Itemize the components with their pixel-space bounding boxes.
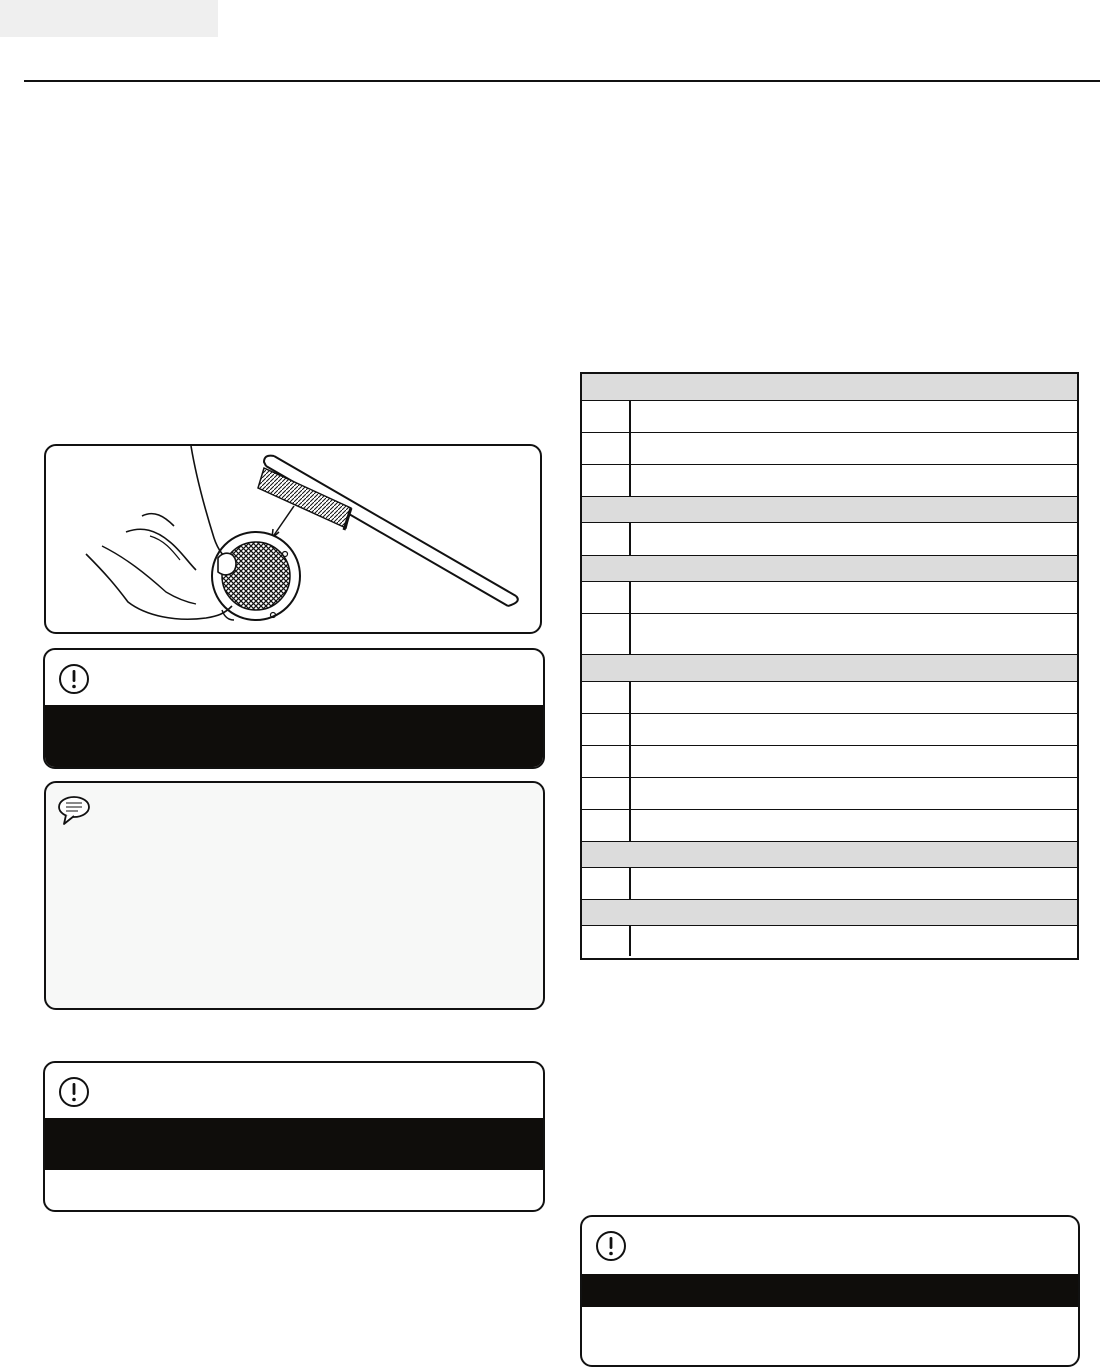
table-row <box>582 778 1077 810</box>
header-tab-block <box>0 0 218 37</box>
table-row <box>582 746 1077 778</box>
row-number-cell <box>582 582 631 613</box>
table-section-row <box>582 900 1077 926</box>
exclamation-circle-icon <box>594 1229 628 1263</box>
row-number-cell <box>582 778 631 809</box>
hand-brush-filter-illustration <box>46 446 542 634</box>
table-row <box>582 582 1077 614</box>
row-number-cell <box>582 682 631 713</box>
table-section-row <box>582 374 1077 401</box>
caution-band <box>582 1274 1078 1307</box>
header-rule <box>24 80 1100 82</box>
table-row <box>582 523 1077 556</box>
row-number-cell <box>582 523 631 555</box>
row-number-cell <box>582 868 631 899</box>
caution-box-2 <box>43 1061 545 1212</box>
caution-box-1 <box>43 648 545 769</box>
table-section-row <box>582 842 1077 868</box>
exclamation-circle-icon <box>57 1075 91 1109</box>
spec-table <box>580 372 1079 960</box>
row-number-cell <box>582 714 631 745</box>
table-section-row <box>582 655 1077 682</box>
table-row <box>582 682 1077 714</box>
table-row <box>582 433 1077 465</box>
table-row <box>582 465 1077 497</box>
row-number-cell <box>582 926 631 956</box>
row-number-cell <box>582 746 631 777</box>
table-section-row <box>582 497 1077 523</box>
row-number-cell <box>582 401 631 432</box>
row-number-cell <box>582 433 631 464</box>
caution-band <box>45 705 543 767</box>
table-row <box>582 614 1077 655</box>
note-box <box>44 781 545 1010</box>
table-row <box>582 868 1077 900</box>
row-number-cell <box>582 465 631 496</box>
caution-band <box>45 1118 543 1170</box>
table-row <box>582 810 1077 842</box>
exclamation-circle-icon <box>57 662 91 696</box>
table-row <box>582 714 1077 746</box>
speech-bubble-icon <box>54 793 94 827</box>
row-number-cell <box>582 614 631 654</box>
table-row <box>582 401 1077 433</box>
filter-cleaning-illustration <box>44 444 542 634</box>
row-number-cell <box>582 810 631 841</box>
table-section-row <box>582 556 1077 582</box>
caution-box-3 <box>580 1215 1080 1367</box>
table-row <box>582 926 1077 956</box>
